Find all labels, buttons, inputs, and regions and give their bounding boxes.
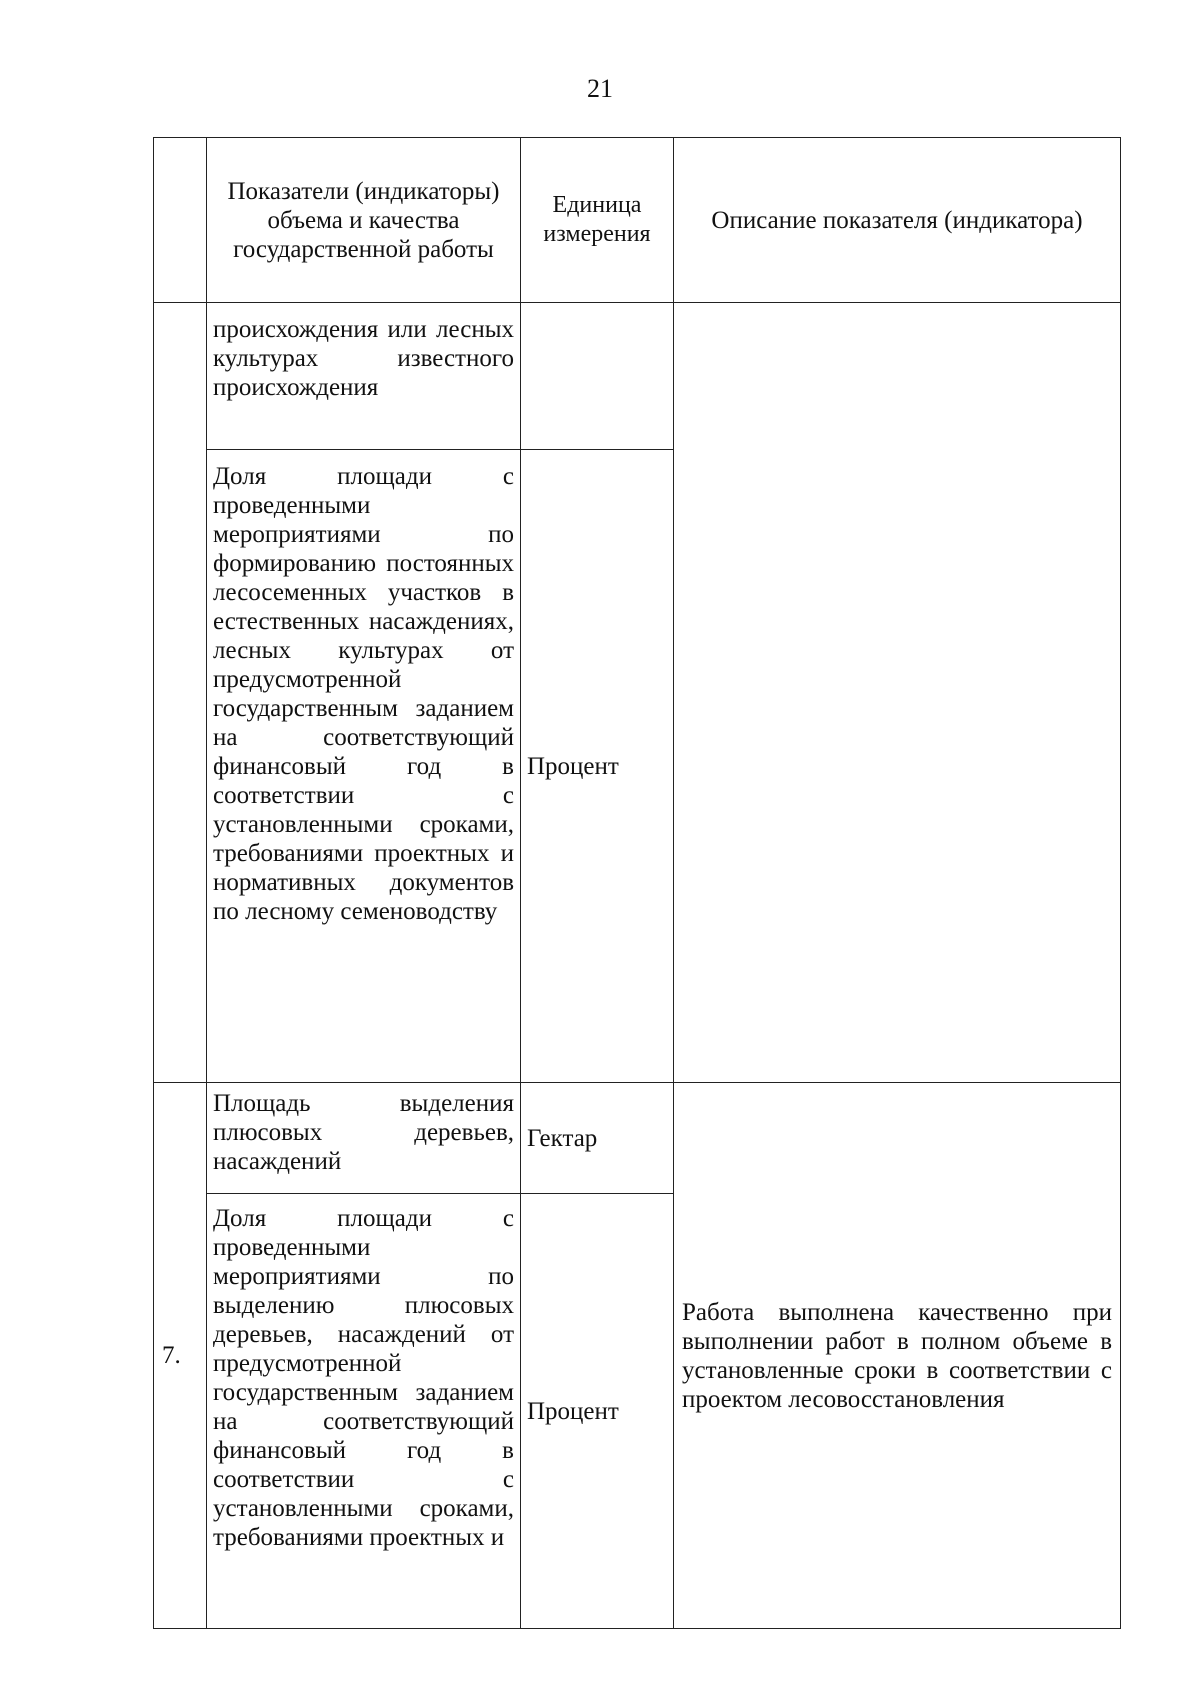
indicator-name-cell: Доля площади с проведенными мероприятиями по выделению плюсовых деревьев, насаждений от предусмотренной государственным заданием на соответствующий финансовый год в соответствии с установленными сроками, требованиями проектных и xyxy=(207,1194,521,1629)
indicator-name-cell: Доля площади с проведенными мероприятиями по формированию постоянных лесосеменных участков в естественных насаждениях, лесных культурах от предусмотренной государственным заданием на соответствующий финансовый год в соответствии с установленными сроками, требованиями проектных и нормативных документов по лесному семеноводству xyxy=(207,450,521,1083)
unit-cell: Процент xyxy=(521,450,674,1083)
description-cell: Работа выполнена качественно при выполнении работ в полном объеме в установленные сроки в соответствии с проектом лесовосстановления xyxy=(674,1083,1121,1629)
header-num xyxy=(154,138,207,303)
table-row xyxy=(154,1083,1121,1194)
indicator-name-cell: Площадь выделения плюсовых деревьев, насаждений xyxy=(207,1083,521,1194)
unit-cell xyxy=(521,303,674,450)
table-row xyxy=(154,303,1121,450)
description-cell xyxy=(674,303,1121,1083)
header-indicator-name: Показатели (индикаторы) объема и качества государственной работы xyxy=(207,138,521,303)
page-number: 21 xyxy=(587,74,613,103)
row-num-cell xyxy=(154,303,207,1083)
unit-cell: Процент xyxy=(521,1194,674,1629)
indicator-name-cell: происхождения или лесных культурах известного происхождения xyxy=(207,303,521,450)
indicators-table xyxy=(153,137,1121,1629)
header-unit: Единица измерения xyxy=(521,138,674,303)
row-number: 7. xyxy=(154,1083,207,1629)
header-description: Описание показателя (индикатора) xyxy=(674,138,1121,303)
unit-cell: Гектар xyxy=(521,1083,674,1194)
table-header-row xyxy=(154,138,1121,303)
